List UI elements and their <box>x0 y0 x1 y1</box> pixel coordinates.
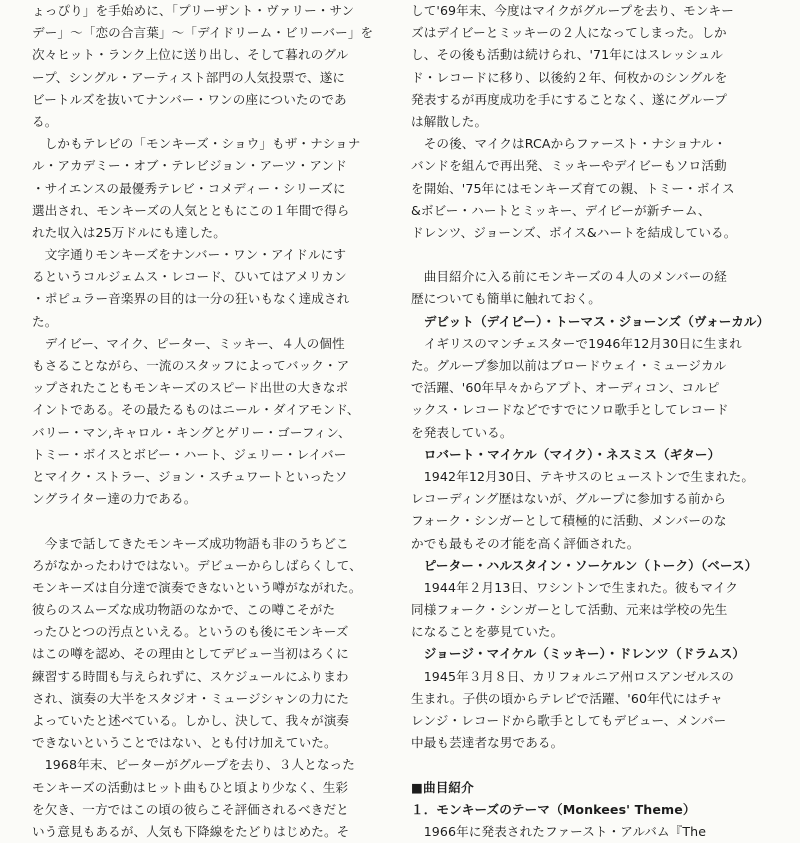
text-line: モンキーズは自分達で演奏できないという噂がながれた。 <box>32 579 362 595</box>
text-line: 曲目紹介に入る前にモンキーズの４人のメンバーの経 <box>411 269 727 285</box>
text-line: ったひとつの汚点といえる。というのも後にモンキーズ <box>32 624 349 640</box>
text-line: 歴についても簡単に触れておく。 <box>411 291 601 307</box>
blank-line <box>411 244 771 266</box>
text-line: &ボビー・ハートとミッキー、デイビーが新チーム、 <box>411 202 711 218</box>
text-line: ル・アカデミー・オブ・テレビジョン・アーツ・アンド <box>32 158 347 174</box>
text-line: 生まれ。子供の頃からテレビで活躍、'60年代にはチャ <box>411 690 723 706</box>
text-line: 発表するが再度成功を手にすることなく、遂にグループ <box>411 91 728 107</box>
text-line: いう意見もあるが、人気も下降線をたどりはじめた。そ <box>32 823 350 839</box>
text-line: レコーディング歴はないが、グループに参加する前から <box>411 491 727 507</box>
text-line: デー」〜「恋の合言葉」〜「デイドリーム・ビリーバー」を <box>32 25 374 41</box>
text-line: ドレンツ、ジョーンズ、ボイス&ハートを結成している。 <box>411 224 737 240</box>
member-heading-peter: ピーター・ハルスタイン・ソーケルン（トーク）（ベース） <box>411 557 758 573</box>
text-line: で活躍、'60年早々からアプト、オーディコン、コルピ <box>411 380 720 396</box>
right-text-column <box>411 0 771 843</box>
section-heading-track-list: ■曲目紹介 <box>411 779 474 795</box>
text-line: はこの噂を認め、その理由としてデビュー当初はろくに <box>32 646 349 662</box>
text-line: ビートルズを抜いてナンバー・ワンの座についたのであ <box>32 91 347 107</box>
text-line: 中最も芸達者な男である。 <box>411 735 564 751</box>
text-line: 同様フォーク・シンガーとして活動、元来は学校の先生 <box>411 602 728 618</box>
text-line: 今まで話してきたモンキーズ成功物語も非のうちどこ <box>32 535 349 551</box>
text-line: 1942年12月30日、テキサスのヒューストンで生まれた。 <box>411 468 755 484</box>
text-line: バリー・マン,キャロル・キングとゲリー・ゴーフィン、 <box>32 424 351 440</box>
text-line: 文字通りモンキーズをナンバー・ワン・アイドルにす <box>32 247 347 263</box>
text-line: しかもテレビの「モンキーズ・ショウ」もザ・ナショナ <box>32 136 361 152</box>
track-heading-1: １．モンキーズのテーマ（Monkees' Theme） <box>411 801 696 817</box>
text-line: ょっぴり」を手始めに、「プリーザント・ヴァリー・サン <box>32 3 355 18</box>
text-line: 1968年末、ピーターがグループを去り、３人となった <box>32 757 355 773</box>
text-line: もさることながら、一流のスタッフによってバック・ア <box>32 358 350 373</box>
text-line: ングライター達の力である。 <box>32 491 197 507</box>
text-line: るというコルジェムス・レコード、ひいてはアメリカン <box>32 269 347 285</box>
text-line: デイビー、マイク、ピーター、ミッキー、４人の個性 <box>32 335 345 351</box>
text-line: た。グループ参加以前はブロードウェイ・ミュージカル <box>411 358 727 373</box>
text-line: ズはデイビーとミッキーの２人になってしまった。しか <box>411 25 727 41</box>
text-line: ・ポピュラー音楽界の目的は一分の狂いもなく達成され <box>32 291 350 307</box>
text-line: できないということではない、とも付け加えていた。 <box>32 735 337 751</box>
text-line: 彼らのスムーズな成功物語のなかで、この噂こそがた <box>32 602 336 618</box>
text-line: トミー・ボイスとボビー・ハート、ジェリー・レイバー <box>32 446 347 462</box>
text-line: ップされたこともモンキーズのスピード出世の大きなポ <box>32 380 349 396</box>
text-line: その後、マイクはRCAからファースト・ナショナル・ <box>411 136 727 152</box>
text-line: モンキーズの活動はヒット曲もひと頃より少なく、生彩 <box>32 779 349 795</box>
text-line: レンジ・レコードから歌手としてもデビュー、メンバー <box>411 713 727 728</box>
text-line: フォーク・シンガーとして積極的に活動、メンバーのな <box>411 513 727 529</box>
text-line: 1944年２月13日、ワシントンで生まれた。彼もマイク <box>411 579 739 595</box>
member-heading-micky: ジョージ・マイケル（ミッキー）・ドレンツ（ドラムス） <box>411 646 746 662</box>
text-line: る。 <box>32 113 58 129</box>
text-line: は解散した。 <box>411 113 488 129</box>
text-line: になることを夢見ていた。 <box>411 624 564 640</box>
left-text-column <box>32 0 388 843</box>
text-line: 練習する時間も与えられずに、スケジュールにふりまわ <box>32 668 349 684</box>
text-line: かでも最もその才能を高く評価された。 <box>411 535 640 551</box>
text-line: し、その後も活動は続けられ、'71年にはスレッシュル <box>411 47 724 63</box>
member-heading-mike: ロバート・マイケル（マイク）・ネスミス（ギター） <box>411 446 721 462</box>
member-heading-davy: デビット（デイビー）・トーマス・ジョーンズ（ヴォーカル） <box>411 313 770 329</box>
text-line: れた収入は25万ドルにも達した。 <box>32 224 226 240</box>
text-line: ろがなかったわけではない。デビューからしばらくして、 <box>32 557 362 573</box>
text-line: ・サイエンスの最優秀テレビ・コメディー・シリーズに <box>32 180 346 196</box>
blank-line <box>32 510 388 532</box>
text-line: よっていたと述べている。しかし、決して、我々が演奏 <box>32 713 350 728</box>
blank-line <box>411 754 771 776</box>
text-line: して'69年末、今度はマイクがグループを去り、モンキー <box>411 3 734 18</box>
text-line: バンドを組んで再出発、ミッキーやデイビーもソロ活動 <box>411 158 727 174</box>
text-line: を欠き、一方ではこの頃の彼らこそ評価されるべきだと <box>32 801 349 817</box>
text-line: ープ、シングル・アーティスト部門の人気投票で、遂に <box>32 69 346 85</box>
text-line: ックス・レコードなどですでにソロ歌手としてレコード <box>411 402 729 418</box>
text-line: 1966年に発表されたファースト・アルバム『The <box>411 823 707 839</box>
text-line: 選出され、モンキーズの人気とともにこの１年間で得ら <box>32 202 350 218</box>
text-line: ド・レコードに移り、以後約２年、何枚かのシングルを <box>411 69 728 85</box>
text-line: イギリスのマンチェスターで1946年12月30日に生まれ <box>411 335 742 351</box>
text-line: を発表している。 <box>411 424 513 440</box>
text-line: イントである。その最たるものはニール・ダイアモンド、 <box>32 402 360 418</box>
text-line: を開始、'75年にはモンキーズ育ての親、トミー・ボイス <box>411 180 735 196</box>
text-line: 1945年３月８日、カリフォルニア州ロスアンゼルスの <box>411 668 734 684</box>
text-line: とマイク・ストラー、ジョン・スチュワートといったソ <box>32 468 348 484</box>
text-line: され、演奏の大半をスタジオ・ミュージシャンの力にた <box>32 690 350 706</box>
text-line: た。 <box>32 313 58 329</box>
text-line: 次々ヒット・ランク上位に送り出し、そして暮れのグル <box>32 47 349 63</box>
